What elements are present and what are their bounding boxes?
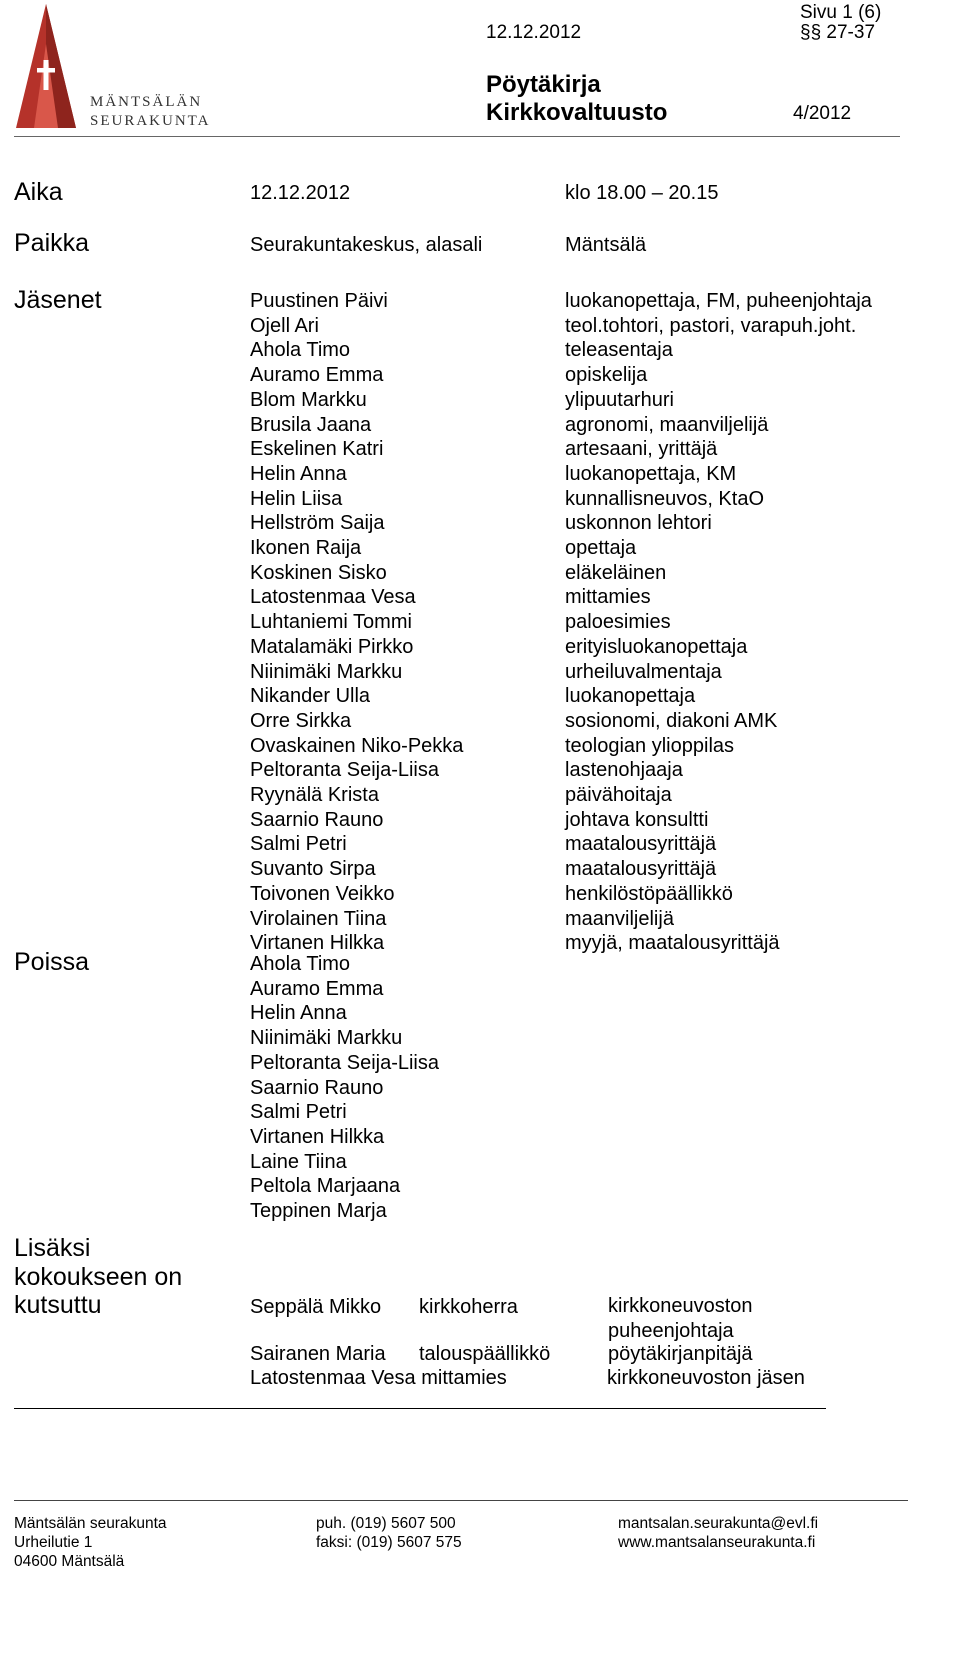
member-role: lastenohjaaja (565, 759, 683, 782)
footer-postal: 04600 Mäntsälä (14, 1553, 125, 1570)
absent-name: Niinimäki Markku (250, 1027, 403, 1050)
member-name: Virolainen Tiina (250, 907, 387, 930)
footer-org: Mäntsälän seurakunta (14, 1515, 167, 1532)
member-names-list (250, 289, 463, 956)
absent-names-list (250, 952, 439, 1224)
footer-street: Urheilutie 1 (14, 1534, 93, 1551)
logo-text-line1: MÄNTSÄLÄN (90, 94, 203, 110)
member-role: teol.tohtori, pastori, varapuh.joht. (565, 314, 857, 337)
invited-title: talouspäällikkö (419, 1343, 551, 1365)
footer-website: www.mantsalanseurakunta.fi (618, 1534, 816, 1551)
footer-phone (316, 1514, 462, 1552)
member-name: Ojell Ari (250, 314, 319, 337)
church-logo-icon (16, 4, 76, 132)
member-name: Eskelinen Katri (250, 438, 384, 461)
member-role: mittamies (565, 586, 651, 609)
invited-role-line: kirkkoneuvoston (608, 1295, 753, 1317)
signature-rule (14, 1408, 826, 1409)
member-role: ylipuutarhuri (565, 388, 674, 411)
member-name: Suvanto Sirpa (250, 858, 376, 881)
member-name: Peltoranta Seija-Liisa (250, 759, 439, 782)
member-role: johtava konsultti (565, 808, 709, 831)
absent-name: Ahola Timo (250, 953, 351, 975)
member-role: opiskelija (565, 364, 648, 387)
member-name: Latostenmaa Vesa (250, 586, 416, 609)
member-role: luokanopettaja, FM, puheenjohtaja (565, 290, 872, 312)
member-roles-list (565, 289, 872, 956)
member-role: maatalousyrittäjä (565, 833, 717, 856)
member-role: erityisluokanopettaja (565, 635, 748, 658)
footer-fax-line: faksi: (019) 5607 575 (316, 1534, 462, 1551)
invited-name: Seppälä Mikko (250, 1296, 382, 1318)
member-name: Helin Liisa (250, 487, 343, 510)
member-name: Ovaskainen Niko-Pekka (250, 734, 464, 757)
member-name: Ikonen Raija (250, 537, 362, 560)
paikka-place: Seurakuntakeskus, alasali (250, 234, 483, 256)
member-role: teleasentaja (565, 339, 673, 362)
footer-divider (14, 1500, 908, 1501)
doc-number: 4/2012 (793, 103, 852, 124)
member-name: Matalamäki Pirkko (250, 635, 414, 658)
member-role: maanviljelijä (565, 907, 674, 930)
member-role: eläkeläinen (565, 561, 667, 584)
member-name: Toivonen Veikko (250, 882, 395, 905)
member-role: myyjä, maatalousyrittäjä (565, 932, 780, 955)
header-date: 12.12.2012 (486, 22, 582, 43)
member-name: Orre Sirkka (250, 709, 352, 732)
logo-text-line2: SEURAKUNTA (90, 113, 211, 129)
invited-label (14, 1234, 182, 1320)
member-name: Salmi Petri (250, 833, 347, 856)
doc-type: Pöytäkirja (486, 71, 601, 98)
invited-name: Sairanen Maria (250, 1343, 386, 1365)
footer-phone-line: puh. (019) 5607 500 (316, 1515, 456, 1532)
member-role: luokanopettaja (565, 685, 696, 708)
member-role: luokanopettaja, KM (565, 462, 737, 485)
member-role: artesaani, yrittäjä (565, 438, 718, 461)
aika-label: Aika (14, 178, 63, 206)
absent-name: Peltola Marjaana (250, 1175, 401, 1198)
absent-name: Laine Tiina (250, 1150, 347, 1173)
member-role: sosionomi, diakoni AMK (565, 709, 778, 732)
page-number: Sivu 1 (6) (800, 2, 882, 23)
member-name: Virtanen Hilkka (250, 932, 385, 955)
member-name: Auramo Emma (250, 364, 384, 387)
doc-body: Kirkkovaltuusto (486, 99, 668, 126)
absent-name: Teppinen Marja (250, 1200, 387, 1223)
footer-contact (618, 1514, 818, 1552)
paikka-label: Paikka (14, 229, 90, 257)
member-role: opettaja (565, 537, 637, 560)
member-role: teologian ylioppilas (565, 734, 735, 757)
member-role: maatalousyrittäjä (565, 858, 717, 881)
invited-label-line: kutsuttu (14, 1291, 102, 1319)
aika-date: 12.12.2012 (250, 182, 351, 204)
header-divider (14, 136, 900, 137)
member-role: agronomi, maanviljelijä (565, 413, 769, 436)
absent-name: Helin Anna (250, 1002, 347, 1025)
invited-role: pöytäkirjanpitäjä (608, 1343, 753, 1365)
member-role: urheiluvalmentaja (565, 660, 722, 683)
footer-address (14, 1514, 167, 1571)
absent-name: Virtanen Hilkka (250, 1125, 385, 1148)
footer-email: mantsalan.seurakunta@evl.fi (618, 1515, 819, 1532)
invited-role-line: puheenjohtaja (608, 1319, 734, 1342)
absent-name: Peltoranta Seija-Liisa (250, 1051, 439, 1074)
member-name: Brusila Jaana (250, 413, 372, 436)
member-name: Saarnio Rauno (250, 808, 384, 831)
member-name: Koskinen Sisko (250, 561, 387, 584)
invited-role (608, 1294, 753, 1343)
member-role: paloesimies (565, 611, 671, 634)
member-name: Ahola Timo (250, 339, 351, 362)
aika-time: klo 18.00 – 20.15 (565, 182, 719, 204)
absent-name: Saarnio Rauno (250, 1076, 384, 1099)
member-role: kunnallisneuvos, KtaO (565, 487, 765, 510)
member-name: Helin Anna (250, 462, 347, 485)
member-name: Niinimäki Markku (250, 660, 403, 683)
paikka-town: Mäntsälä (565, 234, 647, 256)
member-role: henkilöstöpäällikkö (565, 882, 733, 905)
invited-name-title: Latostenmaa Vesa mittamies (250, 1367, 507, 1389)
jasenet-label: Jäsenet (14, 286, 102, 314)
invited-title: kirkkoherra (419, 1296, 518, 1318)
absent-name: Auramo Emma (250, 977, 384, 1000)
invited-label-line: Lisäksi (14, 1234, 91, 1262)
member-role: uskonnon lehtori (565, 512, 712, 535)
poissa-label: Poissa (14, 948, 90, 976)
member-name: Luhtaniemi Tommi (250, 611, 412, 634)
member-name: Hellström Saija (250, 512, 385, 535)
member-name: Ryynälä Krista (250, 784, 379, 807)
section-range: §§ 27-37 (800, 22, 876, 43)
member-role: päivähoitaja (565, 784, 672, 807)
member-name: Blom Markku (250, 388, 367, 411)
invited-label-line: kokoukseen on (14, 1262, 183, 1291)
member-name: Nikander Ulla (250, 685, 371, 708)
absent-name: Salmi Petri (250, 1101, 347, 1124)
member-name: Puustinen Päivi (250, 290, 388, 312)
invited-role: kirkkoneuvoston jäsen (607, 1367, 805, 1389)
